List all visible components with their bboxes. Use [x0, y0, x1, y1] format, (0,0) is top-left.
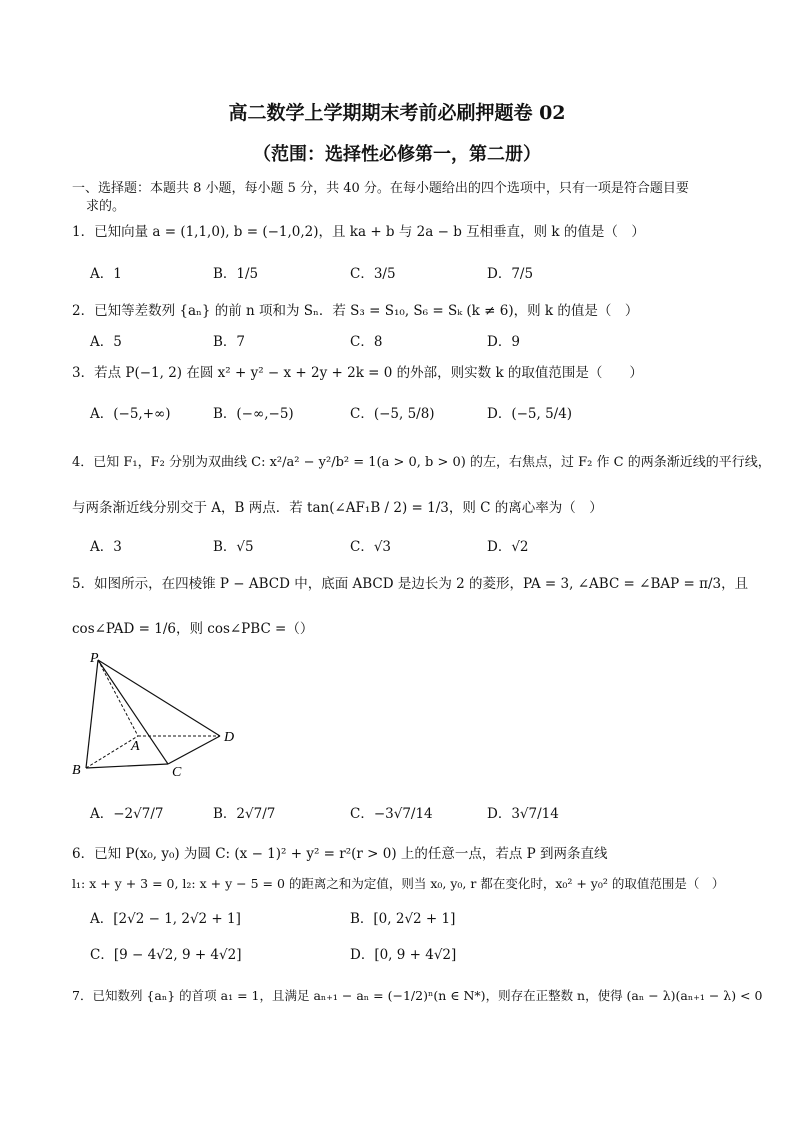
question-3-option-c: C．(−5, 5/8) [350, 406, 435, 422]
page-title: 高二数学上学期期末考前必刷押题卷 02 [228, 102, 566, 124]
page-subtitle: （范围：选择性必修第一，第二册） [253, 144, 541, 165]
edge-pd [98, 660, 220, 736]
question-7-stem: 7．已知数列 {aₙ} 的首项 a₁ = 1，且满足 aₙ₊₁ − aₙ = (−1/2)ⁿ(n ∈ N*)，则存在正整数 n，使得 (aₙ − λ)(aₙ₊₁ − λ) < 0 [72, 988, 763, 1003]
question-4-stem: 4．已知 F₁，F₂ 分别为双曲线 C: x²/a² − y²/b² = 1(a > 0, b > 0) 的左，右焦点，过 F₂ 作 C 的两条渐近线的平行线， [72, 455, 771, 470]
question-6-option-a: A．[2√2 − 1, 2√2 + 1] [90, 911, 241, 927]
question-1-option-c: C．3/5 [350, 266, 396, 282]
question-5-option-c: C．−3√7/14 [350, 806, 433, 822]
question-5-option-d: D．3√7/14 [487, 806, 559, 822]
vertex-label-d: D [224, 730, 235, 745]
section-instruction-cont: 求的。 [86, 199, 126, 214]
question-1-option-a: A．1 [90, 266, 122, 282]
question-2-option-d: D．9 [487, 334, 520, 350]
question-6-stem: 6．已知 P(x₀, y₀) 为圆 C: (x − 1)² + y² = r²(r > 0) 上的任意一点，若点 P 到两条直线 [72, 846, 608, 862]
question-2-stem: 2．已知等差数列 {aₙ} 的前 n 项和为 Sₙ．若 S₃ = S₁₀, S₆ = Sₖ (k ≠ 6)，则 k 的值是（ ） [72, 303, 639, 319]
vertex-label-b: B [72, 763, 81, 778]
question-4-option-c: C．√3 [350, 539, 392, 555]
question-2-option-c: C．8 [350, 334, 383, 350]
edge-cd [168, 736, 220, 764]
question-6-stem-cont: l₁: x + y + 3 = 0, l₂: x + y − 5 = 0 的距离之和为定值，则当 x₀, y₀, r 都在变化时，x₀² + y₀² 的取值范围是（ ） [72, 876, 725, 891]
vertex-label-c: C [172, 765, 182, 780]
section-instruction: 一、选择题：本题共 8 小题，每小题 5 分，共 40 分。在每小题给出的四个选项中，只有一项是符合题目要 [72, 181, 689, 196]
question-5-stem: 5．如图所示，在四棱锥 P − ABCD 中，底面 ABCD 是边长为 2 的菱形，PA = 3, ∠ABC = ∠BAP = π/3，且 [72, 576, 749, 592]
question-4-option-d: D．√2 [487, 539, 529, 555]
question-4-option-a: A．3 [90, 539, 122, 555]
pyramid-figure [68, 652, 258, 782]
question-6-option-c: C．[9 − 4√2, 9 + 4√2] [90, 947, 242, 963]
vertex-label-p: P [90, 652, 99, 666]
question-6-option-d: D．[0, 9 + 4√2] [350, 947, 457, 963]
question-6-option-b: B．[0, 2√2 + 1] [350, 911, 456, 927]
question-4-stem-cont: 与两条渐近线分别交于 A，B 两点．若 tan(∠AF₁B / 2) = 1/3，则 C 的离心率为（ ） [72, 500, 603, 516]
question-2-option-b: B．7 [213, 334, 246, 350]
question-3-stem: 3．若点 P(−1, 2) 在圆 x² + y² − x + 2y + 2k = 0 的外部，则实数 k 的取值范围是（ ） [72, 365, 643, 381]
question-1-option-b: B．1/5 [213, 266, 259, 282]
question-2-option-a: A．5 [90, 334, 122, 350]
question-1-stem: 1．已知向量 a = (1,1,0), b = (−1,0,2)，且 ka + b 与 2a − b 互相垂直，则 k 的值是（ ） [72, 224, 645, 240]
question-1-option-d: D．7/5 [487, 266, 534, 282]
question-5-option-b: B．2√7/7 [213, 806, 276, 822]
question-5-stem-cont: cos∠PAD = 1/6，则 cos∠PBC =（） [72, 621, 314, 637]
question-3-option-d: D．(−5, 5/4) [487, 406, 573, 422]
edge-bc [86, 764, 168, 768]
question-5-option-a: A．−2√7/7 [90, 806, 164, 822]
question-3-option-a: A．(−5,+∞) [90, 406, 171, 422]
question-3-option-b: B．(−∞,−5) [213, 406, 294, 422]
vertex-label-a: A [131, 739, 140, 754]
edge-pa [98, 660, 138, 736]
edge-pb [86, 660, 98, 768]
question-4-option-b: B．√5 [213, 539, 254, 555]
